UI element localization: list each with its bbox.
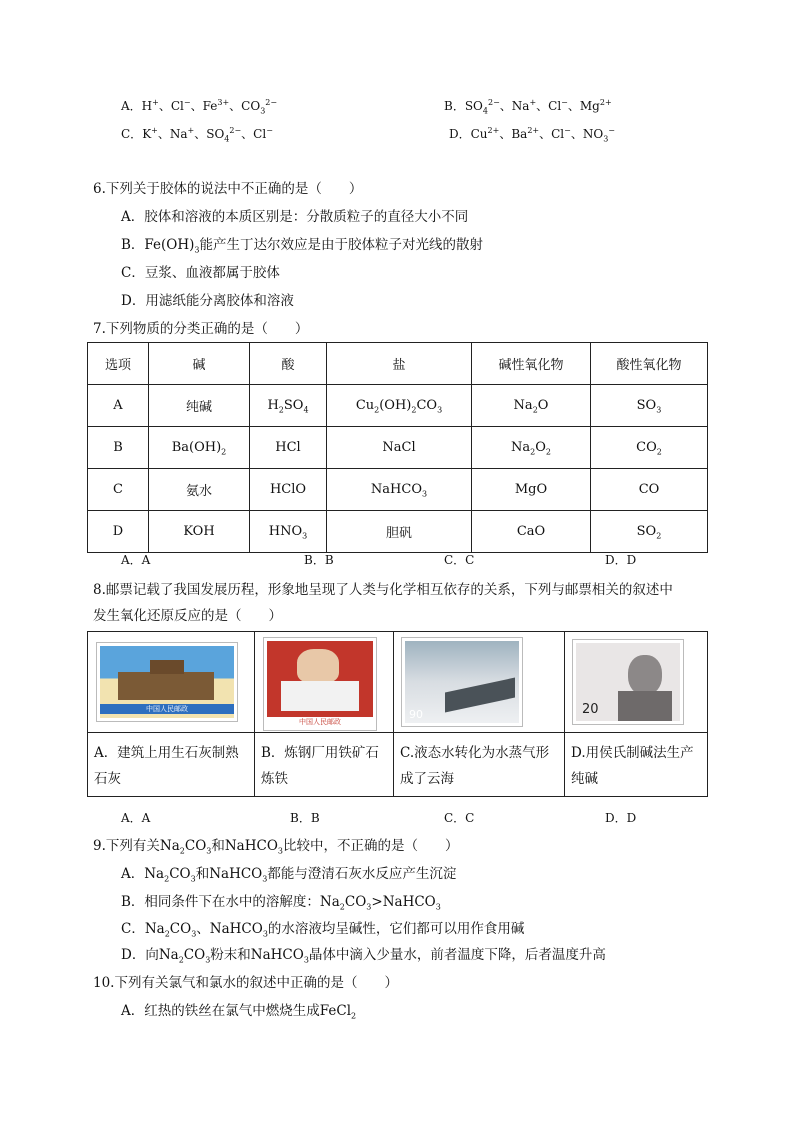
q10-stem: 10.下列有关氯气和氯水的叙述中正确的是（ ）	[93, 975, 398, 991]
stamp-label: 中国人民邮政	[267, 717, 373, 727]
table-row	[88, 427, 708, 469]
q9-option-d: D．向$Na_2CO_3$粉末和NaHCO$_3$晶体中滴入少量水，前者温度下降，后者温度升高	[121, 947, 606, 965]
table-cell: HClO	[250, 469, 327, 511]
q6-option-c: C．豆浆、血液都属于胶体	[121, 265, 280, 281]
table-cell: $H_2SO_4$	[250, 385, 327, 427]
table-cell: $CO_2$	[591, 427, 708, 469]
q8-option-b: B．B	[290, 811, 320, 825]
q8-option-d: D．D	[605, 811, 637, 825]
table-cell: $Na_2O$	[472, 385, 591, 427]
stamp-cloud-sea-image	[402, 638, 522, 726]
stamp-label: 中国人民邮政	[100, 704, 234, 714]
table-row	[88, 469, 708, 511]
q7-option-b: B．B	[304, 553, 334, 567]
q9-option-a: A．$Na_2CO_3$和NaHCO$_3$都能与澄清石灰水反应产生沉淀	[121, 866, 457, 884]
q7-stem: 7.下列物质的分类正确的是（ ）	[93, 321, 309, 337]
q9-stem: 9.下列有关$Na_2CO_3$和NaHCO$_3$比较中，不正确的是（ ）	[93, 838, 459, 856]
table-row	[88, 385, 708, 427]
table-cell: CaO	[472, 511, 591, 553]
table-cell: NaCl	[327, 427, 472, 469]
q8-option-c: C．C	[444, 811, 475, 825]
q7-option-d: D．D	[605, 553, 637, 567]
table-cell: $HNO_3$	[250, 511, 327, 553]
table-cell: HCl	[250, 427, 327, 469]
q5-option-d: D．$Cu^{2+}$、$Ba^{2+}$、Cl−、$NO_3^-$	[449, 126, 615, 144]
table-header: 盐	[327, 343, 472, 385]
table-cell: B	[88, 427, 149, 469]
table-cell: CO	[591, 469, 708, 511]
q5-option-b: B．$SO_4^{2-}$、Na+、Cl−、$Mg^{2+}$	[444, 98, 612, 116]
stamp-caption-b: B．炼钢厂用铁矿石炼铁	[261, 745, 379, 787]
table-cell: $Ba(OH)_2$	[149, 427, 250, 469]
table-cell: $Na_2O_2$	[472, 427, 591, 469]
table-header: 选项	[88, 343, 149, 385]
q6-option-a: A．胶体和溶液的本质区别是：分散质粒子的直径大小不同	[121, 209, 469, 225]
table-header: 酸性氧化物	[591, 343, 708, 385]
table-header: 碱	[149, 343, 250, 385]
table-header: 酸	[250, 343, 327, 385]
q7-option-c: C．C	[444, 553, 475, 567]
q8-option-a: A．A	[121, 811, 151, 825]
stamp-value: 90	[409, 708, 423, 721]
q9-option-b: B．相同条件下在水中的溶解度：$Na_2CO_3>NaHCO_3$	[121, 894, 441, 912]
table-cell: $SO_2$	[591, 511, 708, 553]
stamp-building-image	[97, 643, 237, 721]
stamp-table	[87, 631, 708, 797]
stamp-steelworker-image	[264, 638, 376, 730]
table-header: 碱性氧化物	[472, 343, 591, 385]
table-cell: 氨水	[149, 469, 250, 511]
q6-option-d: D．用滤纸能分离胶体和溶液	[121, 293, 294, 309]
table-row	[88, 511, 708, 553]
q6-option-b: B．$Fe(OH)_3$能产生丁达尔效应是由于胶体粒子对光线的散射	[121, 237, 484, 255]
q8-stem-line1: 8.邮票记载了我国发展历程，形象地呈现了人类与化学相互依存的关系，下列与邮票相关的叙述中	[93, 582, 673, 598]
q9-option-c: C．$Na_2CO_3$、NaHCO$_3$的水溶液均呈碱性，它们都可以用作食用碱	[121, 921, 525, 939]
q7-option-a: A．A	[121, 553, 151, 567]
stamp-caption-a: A．建筑上用生石灰制熟石灰	[94, 745, 239, 787]
stamp-caption-d: D.用侯氏制碱法生产纯碱	[571, 745, 694, 787]
stamp-value: 20	[582, 702, 599, 717]
q5-option-a: A．H+、Cl−、$Fe^{3+}$、$CO_3^{2-}$	[121, 98, 278, 116]
q10-option-a: A．红热的铁丝在氯气中燃烧生成FeCl$_2$	[121, 1003, 357, 1021]
table-cell: $Cu_2(OH)_2CO_3$	[327, 385, 472, 427]
stamp-portrait-image	[573, 640, 683, 724]
table-cell: NaHCO$_3$	[327, 469, 472, 511]
table-cell: 纯碱	[149, 385, 250, 427]
q8-stem-line2: 发生氧化还原反应的是（ ）	[93, 608, 282, 624]
table-cell: KOH	[149, 511, 250, 553]
classification-table	[87, 342, 708, 553]
table-cell: $SO_3$	[591, 385, 708, 427]
table-header-row	[88, 343, 708, 385]
table-cell: C	[88, 469, 149, 511]
table-cell: D	[88, 511, 149, 553]
stamp-caption-c: C.液态水转化为水蒸气形成了云海	[400, 745, 550, 787]
q6-stem: 6.下列关于胶体的说法中不正确的是（ ）	[93, 181, 363, 197]
table-cell: A	[88, 385, 149, 427]
q5-option-c: C．K+、Na+、$SO_4^{2-}$、Cl−	[121, 126, 273, 144]
table-cell: MgO	[472, 469, 591, 511]
table-cell: 胆矾	[327, 511, 472, 553]
